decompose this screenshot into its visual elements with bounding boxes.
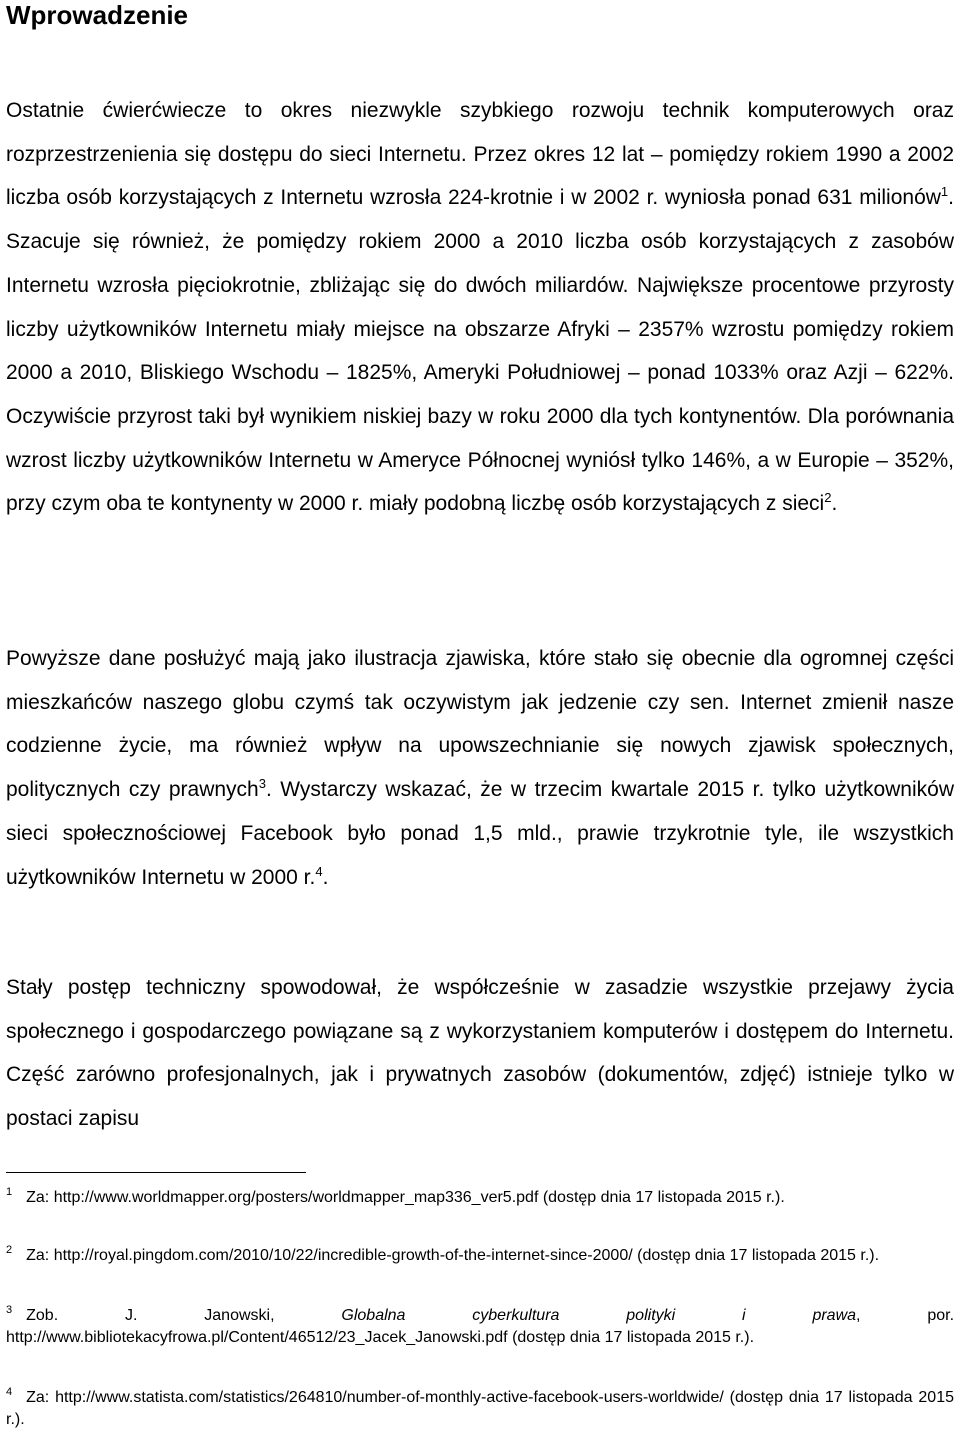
paragraph-3-text: Stały postęp techniczny spowodował, że współcześnie w zasadzie wszystkie przejawy życia społecznego i gospodarczego powiązane są z wykorzystaniem komputerów i dostępem do Internetu. Część zarówno profesjonalnych, jak i prywatnych zasobów (dokumentów, zdjęć) istnieje tylko w postaci zapisu <box>6 976 954 1131</box>
footnote-number: 2 <box>6 1244 13 1256</box>
footnote-number: 1 <box>6 1186 13 1198</box>
paragraph-2-text-b: . Wystarczy wskazać, że w trzecim kwartale 2015 r. tylko użytkowników sieci społecznościowej Facebook było ponad 1,5 mld., prawie trzykrotnie tyle, ile wszystkich użytkowników Internetu w 2000 r. <box>6 778 954 889</box>
footnote-text: Za: http://www.worldmapper.org/posters/worldmapper_map336_ver5.pdf (dostęp dnia 17 listopada 2015 r.). <box>26 1189 785 1206</box>
footnote-3 <box>6 1305 954 1349</box>
paragraph-2 <box>6 637 954 899</box>
footnote-ref-2[interactable]: 2 <box>824 490 832 506</box>
footnote-text: Za: http://www.statista.com/statistics/264810/number-of-monthly-active-facebook-users-worldwide/ (dostęp dnia 17 listopada 2015 r.). <box>6 1389 954 1428</box>
footnote-number: 4 <box>6 1386 13 1398</box>
footnote-ref-4[interactable]: 4 <box>315 863 323 879</box>
footnote-ref-1[interactable]: 1 <box>940 184 949 200</box>
paragraph-2-text-c: . <box>322 865 329 889</box>
footnote-text: Za: http://royal.pingdom.com/2010/10/22/incredible-growth-of-the-internet-since-2000/ (dostęp dnia 17 listopada 2015 r.). <box>26 1247 880 1264</box>
page-title: Wprowadzenie <box>6 0 189 30</box>
footnote-number: 3 <box>6 1304 13 1316</box>
cited-work-title: Globalna cyberkultura polityki i prawa <box>341 1307 857 1324</box>
footnote-2 <box>6 1245 954 1267</box>
footnote-4 <box>6 1387 954 1431</box>
paragraph-1 <box>6 89 954 526</box>
footnote-separator <box>6 1172 306 1173</box>
paragraph-1-text-c: . <box>831 492 838 516</box>
footnote-text-pre: Zob. J. Janowski, <box>26 1307 342 1324</box>
footnote-1 <box>6 1187 954 1209</box>
paragraph-3 <box>6 966 954 1141</box>
paragraph-1-text-b: . Szacuje się również, że pomiędzy rokiem 2000 a 2010 liczba osób korzystających z zasobów Internetu wzrosła pięciokrotnie, zbliżając się do dwóch miliardów. Największe procentowe przyrosty liczby użytkowników Internetu miały miejsce na obszarze Afryki – 2357% wzrostu pomiędzy rokiem 2000 a 2010, Bliskiego Wschodu – 1825%, Ameryki Południowej – ponad 1033% oraz Azji – 622%. Oczywiście przyrost taki był wynikiem niskiej bazy w roku 2000 dla tych kontynentów. Dla porównania wzrost liczby użytkowników Internetu w Ameryce Północnej wyniósł tylko 146%, a w Europie – 352%, przy czym oba te kontynenty w 2000 r. miały podobną liczbę osób korzystających z sieci <box>6 186 954 516</box>
footnote-text-post: , por. http://www.bibliotekacyfrowa.pl/Content/46512/23_Jacek_Janowski.pdf (dostęp dnia 17 listopada 2015 r.). <box>6 1307 955 1346</box>
paragraph-2-text-a: Powyższe dane posłużyć mają jako ilustracja zjawiska, które stało się obecnie dla ogromnej części mieszkańców naszego globu czymś tak oczywistym jak jedzenie czy sen. Internet zmienił nasze codzienne życie, ma również wpływ na upowszechnianie się nowych zjawisk społecznych, politycznych czy prawnych <box>6 647 954 802</box>
footnote-ref-3[interactable]: 3 <box>258 776 266 792</box>
paragraph-1-text-a: Ostatnie ćwierćwiecze to okres niezwykle szybkiego rozwoju technik komputerowych oraz rozprzestrzenienia się dostępu do sieci Internetu. Przez okres 12 lat – pomiędzy rokiem 1990 a 2002 liczba osób korzystających z Internetu wzrosła 224-krotnie i w 2002 r. wyniosła ponad 631 milionów <box>6 99 954 210</box>
